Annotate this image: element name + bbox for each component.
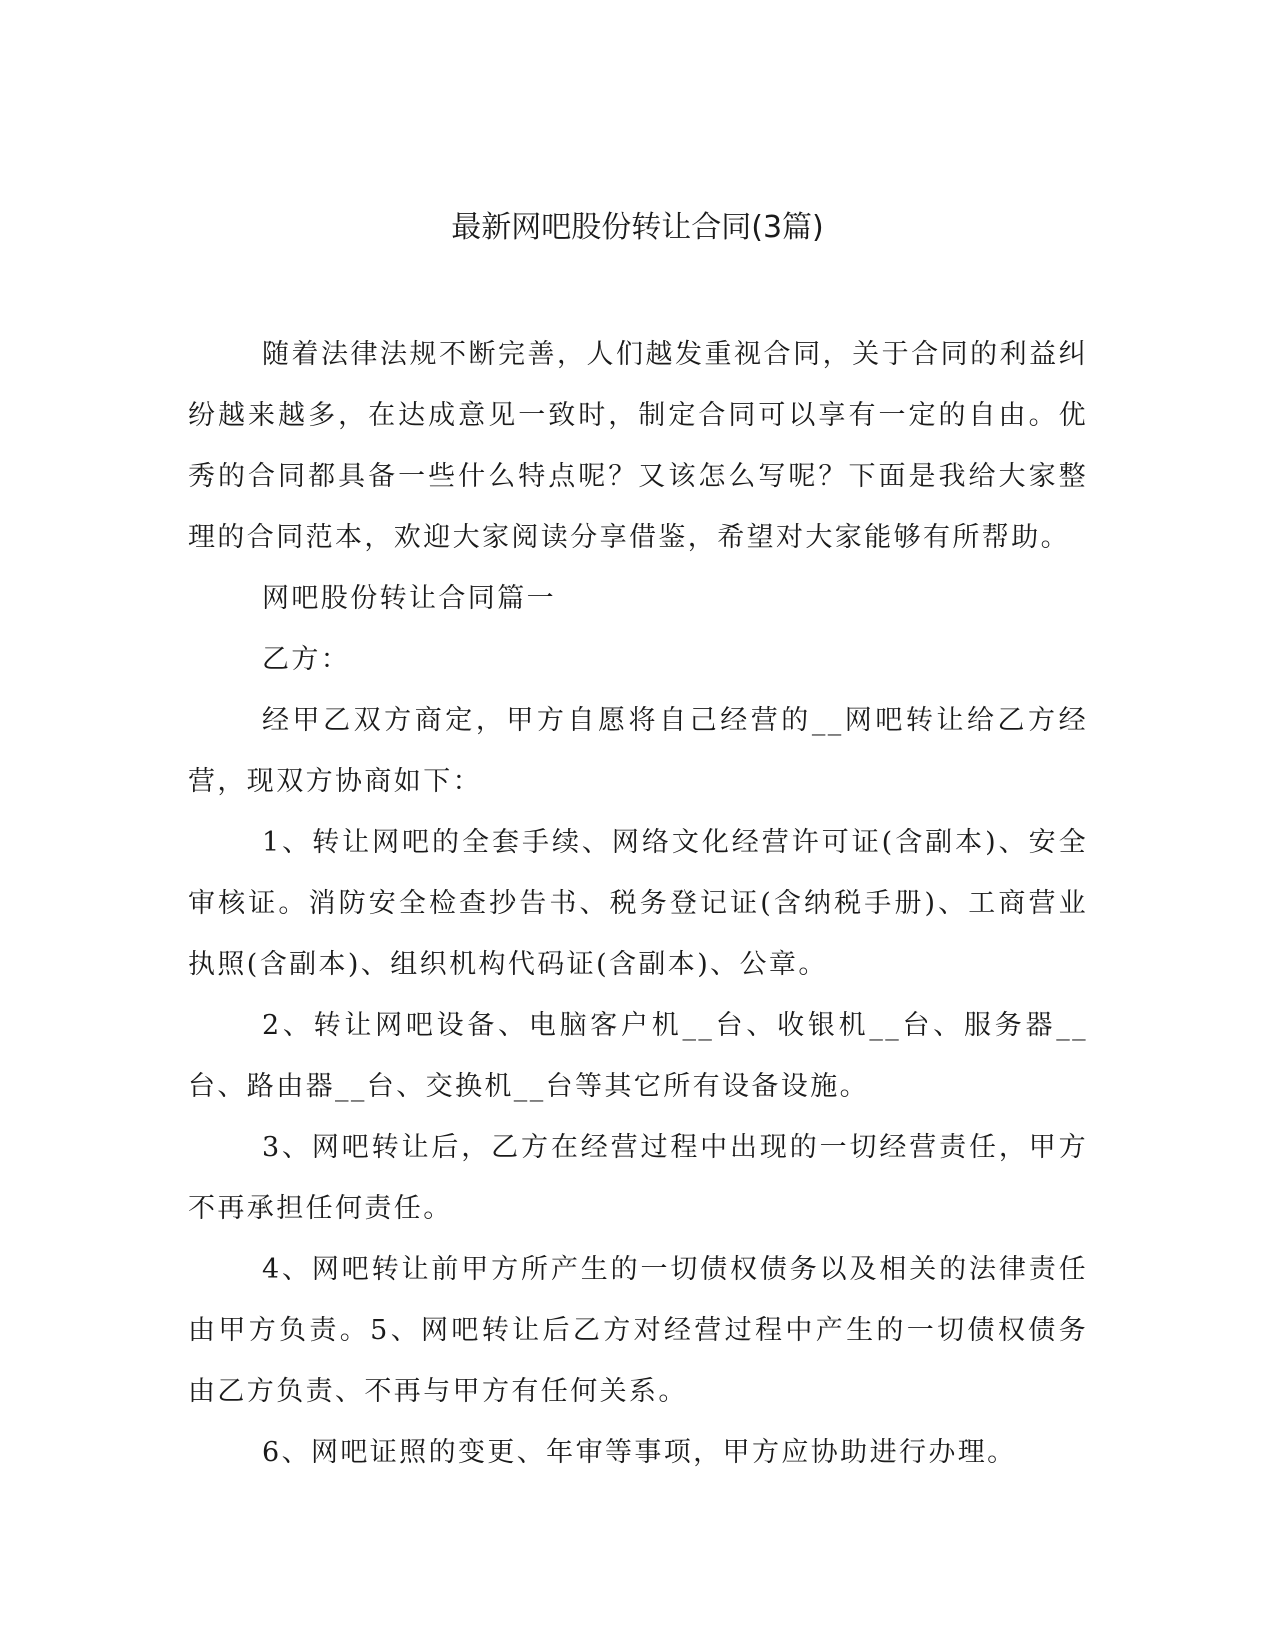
intro-paragraph: 随着法律法规不断完善，人们越发重视合同，关于合同的利益纠纷越来越多，在达成意见一致时，制定合同可以享有一定的自由。优秀的合同都具备一些什么特点呢？又该怎么写呢？下面是我给大家整理的合同范本，欢迎大家阅读分享借鉴，希望对大家能够有所帮助。 [188,339,1088,553]
clause-3: 3、网吧转让后，乙方在经营过程中出现的一切经营责任，甲方不再承担任何责任。 [188,1132,1088,1224]
clause-6: 6、网吧证照的变更、年审等事项，甲方应协助进行办理。 [262,1437,1017,1468]
section-heading: 网吧股份转让合同篇一 [262,583,556,614]
document-title: 最新网吧股份转让合同(3篇) [451,210,824,245]
party-b-label: 乙方： [262,644,351,675]
clause-1: 1、转让网吧的全套手续、网络文化经营许可证(含副本)、安全审核证。消防安全检查抄告书、税务登记证(含纳税手册)、工商营业执照(含副本)、组织机构代码证(含副本)、公章。 [188,827,1088,980]
clause-4-5: 4、网吧转让前甲方所产生的一切债权债务以及相关的法律责任由甲方负责。5、网吧转让后乙方对经营过程中产生的一切债权债务由乙方负责、不再与甲方有任何关系。 [188,1254,1088,1407]
clause-2: 2、转让网吧设备、电脑客户机__台、收银机__台、服务器__台、路由器__台、交换机__台等其它所有设备设施。 [188,1010,1088,1102]
agreement-preamble: 经甲乙双方商定，甲方自愿将自己经营的__网吧转让给乙方经营，现双方协商如下： [188,705,1088,797]
document-body [188,324,1088,1483]
